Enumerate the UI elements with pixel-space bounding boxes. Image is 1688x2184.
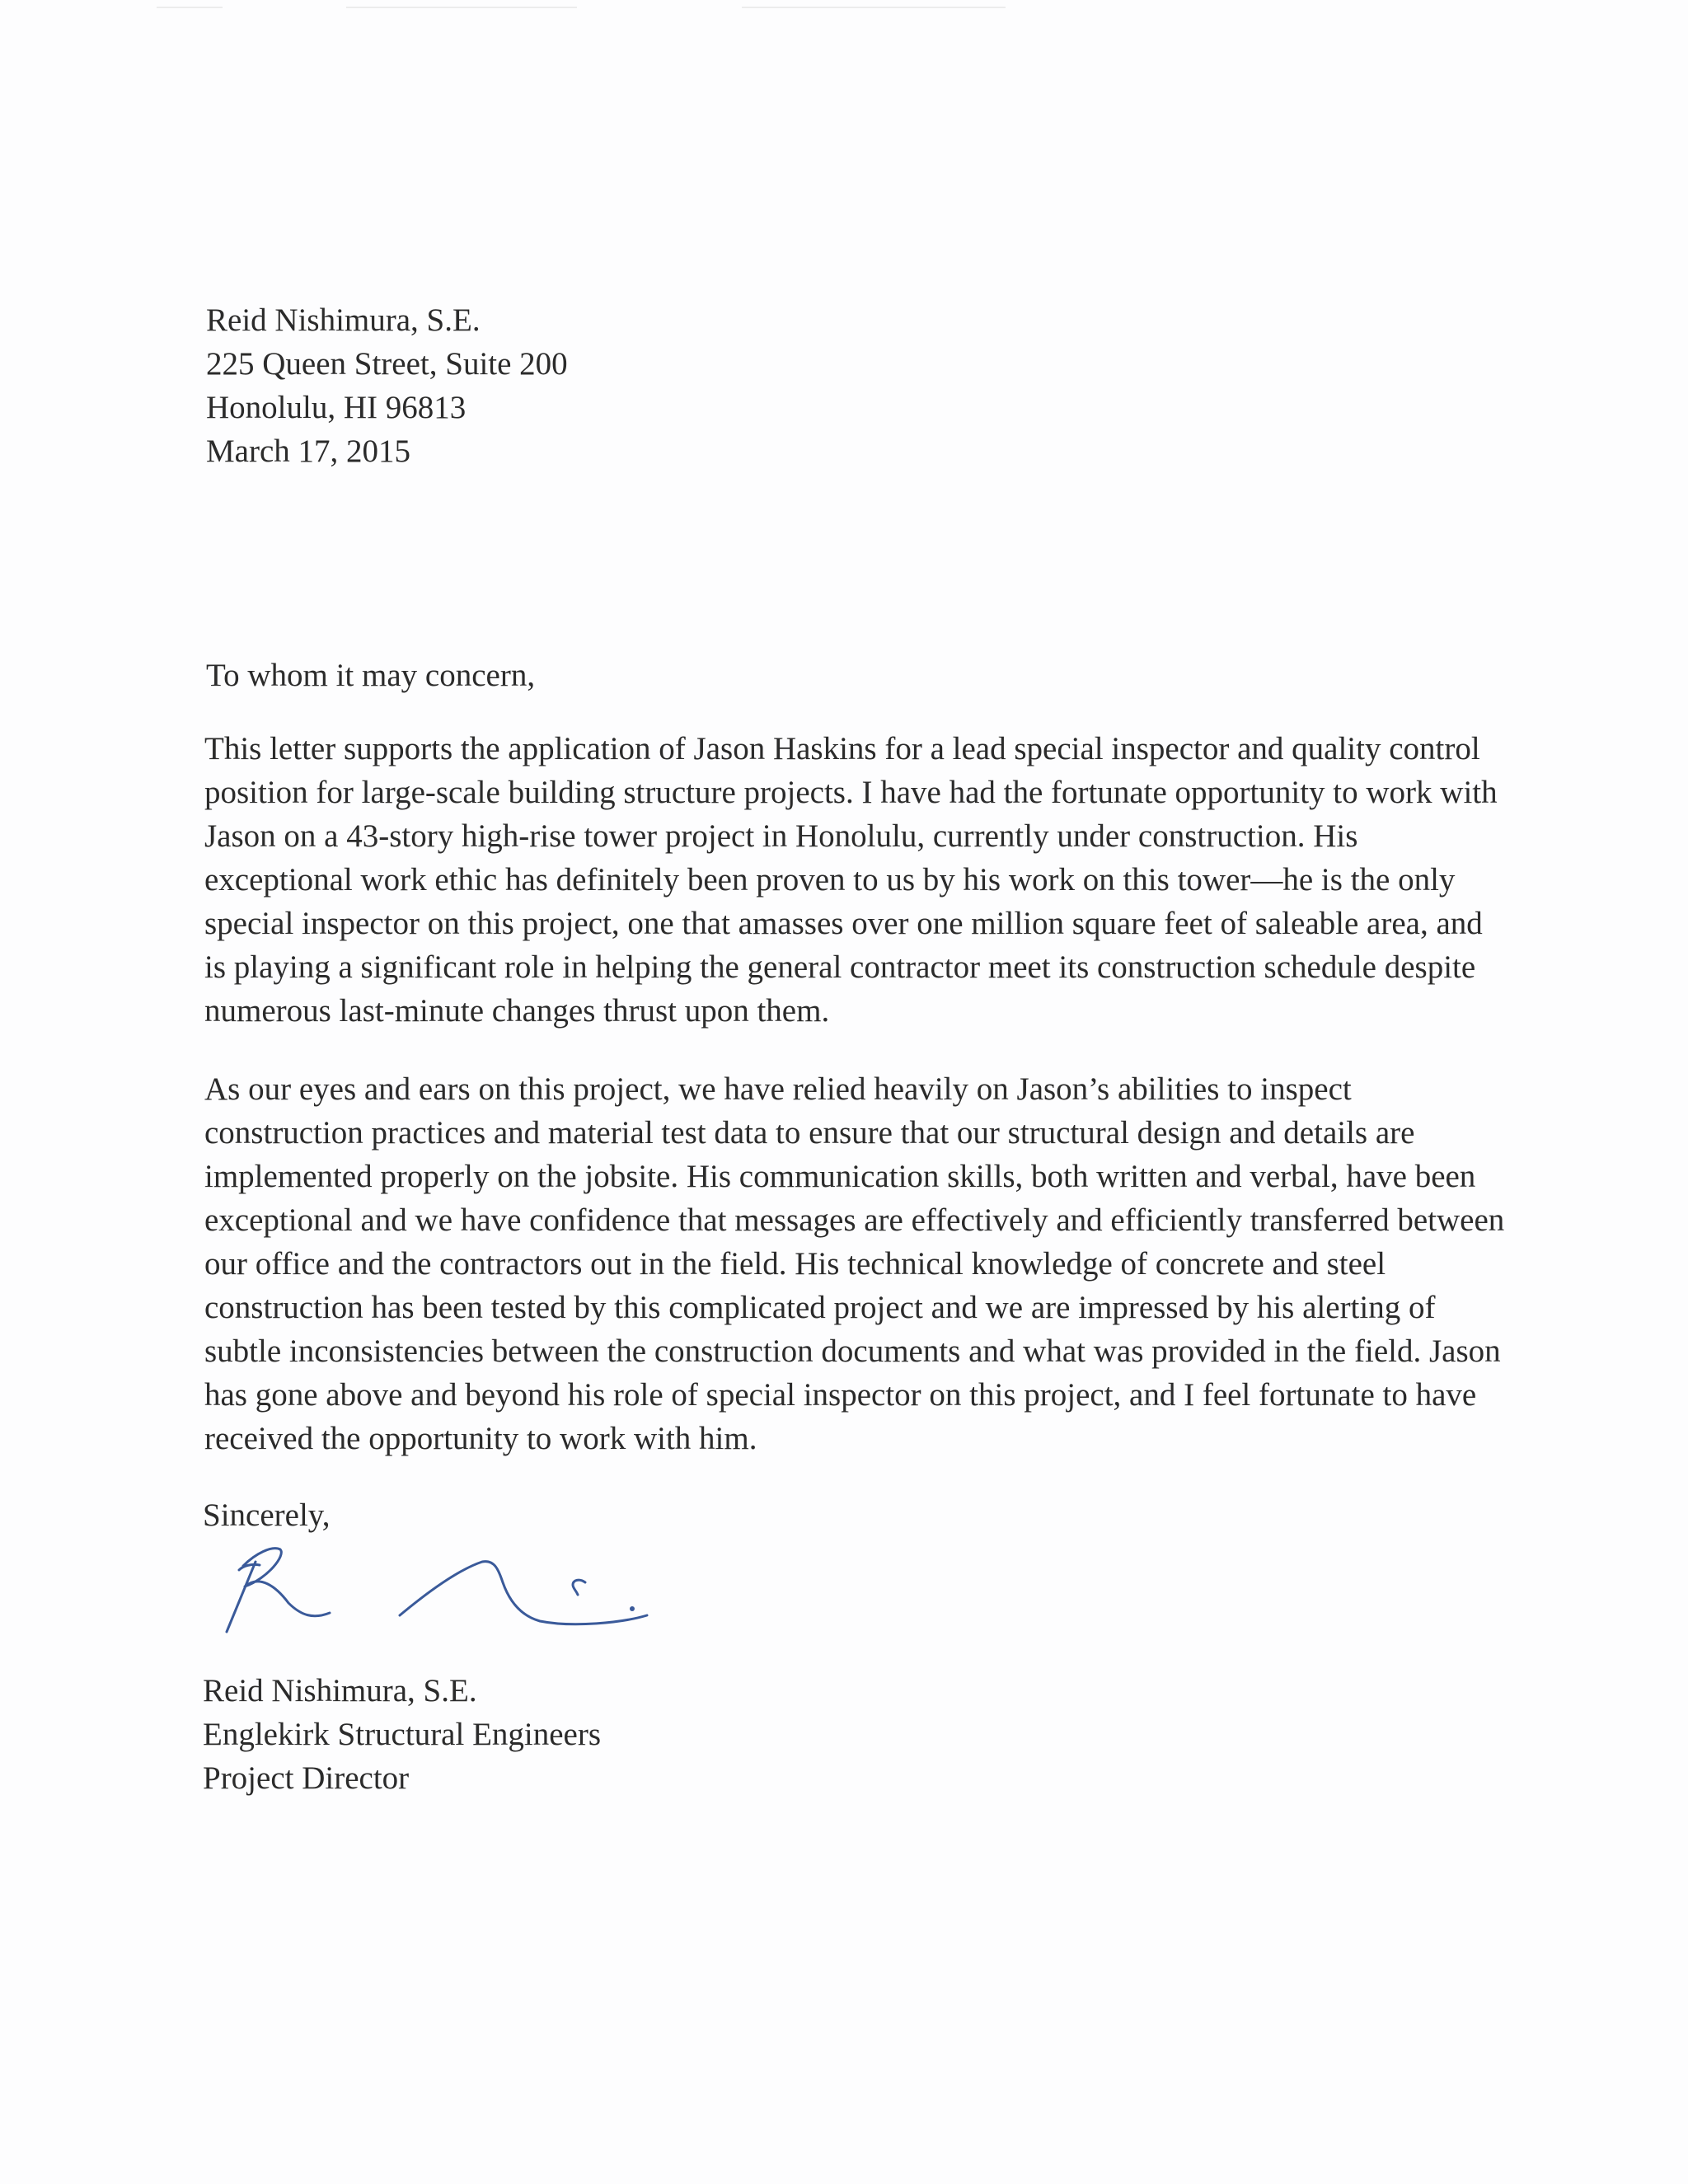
handwritten-signature: [210, 1537, 672, 1661]
sender-city: Honolulu, HI 96813: [206, 390, 467, 425]
closing: Sincerely,: [203, 1497, 331, 1533]
signer-company: Englekirk Structural Engineers: [203, 1717, 602, 1752]
scan-artifact-line: [157, 7, 223, 8]
salutation: To whom it may concern,: [206, 658, 536, 693]
scan-artifact-line: [346, 7, 577, 8]
signer-block: [203, 1669, 601, 1800]
signer-title: Project Director: [203, 1760, 410, 1796]
letter-date: March 17, 2015: [206, 434, 411, 469]
body-paragraph-1: This letter supports the application of Jason Haskins for a lead special inspector and quality control position for large-scale building structure projects. I have had the fortunate opportunity to work with Jason on a 43-story high-rise tower project in Honolulu, currently under construction. His exceptional work ethic has definitely been proven to us by his work on this tower—he is the only special inspector on this project, one that amasses over one million square feet of saleable area, and is playing a significant role in helping the general contractor meet its construction schedule despite numerous last-minute changes thrust upon them.: [204, 731, 1498, 1029]
signer-name: Reid Nishimura, S.E.: [203, 1673, 477, 1708]
body-paragraph-2: As our eyes and ears on this project, we have relied heavily on Jason’s abilities to inspect construction practices and material test data to ensure that our structural design and details are implemented properly on the jobsite. His communication skills, both written and verbal, have been exceptional and we have confidence that messages are effectively and efficiently transferred between our office and the contractors out in the field. His technical knowledge of concrete and steel construction has been tested by this complicated project and we are impressed by his alerting of subtle inconsistencies between the construction documents and what was provided in the field. Jason has gone above and beyond his role of special inspector on this project, and I feel fortunate to have received the opportunity to work with him.: [204, 1071, 1505, 1456]
sender-name: Reid Nishimura, S.E.: [206, 302, 481, 338]
sender-street: 225 Queen Street, Suite 200: [206, 346, 568, 382]
sender-address-block: [206, 298, 568, 473]
scan-artifact-line: [742, 7, 1006, 8]
